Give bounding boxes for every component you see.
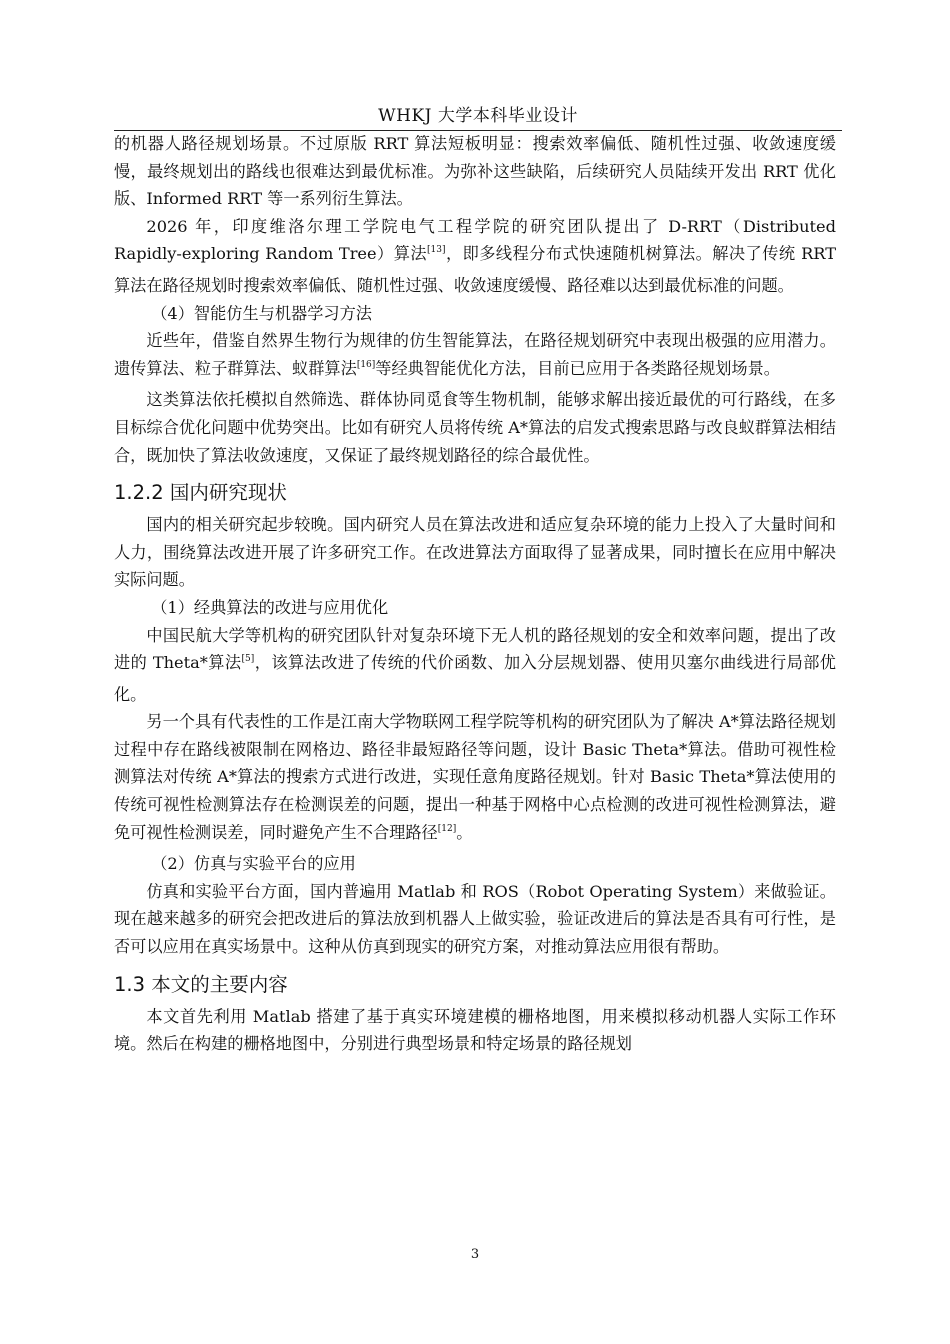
list-item-2: （2）仿真与实验平台的应用 [151, 854, 356, 874]
citation-12: [12] [437, 823, 457, 834]
paragraph-basic-theta-star: 另一个具有代表性的工作是江南大学物联网工程学院等机构的研究团队为了解决 A*算法路径规划过程中存在路线被限制在网格边、路径非最短路径等问题，设计 Basic Theta*算法。借助可视性检测算法对传统 A*算法的搜索方式进行改进，实现任意角度路径规划。针对 Basic Theta*算法使用的传统可视性检测算法存在检测误差的问题，提出一种基于网格中心点检测的改进可视性检测算法，避免可视性检测误差，同时避免产生不合理路径[12]。 [114, 712, 836, 842]
paragraph-bionic-algorithms: 近些年，借鉴自然界生物行为规律的仿生智能算法，在路径规划研究中表现出极强的应用潜力。遗传算法、粒子群算法、蚁群算法[16]等经典智能优化方法，目前已应用于各类路径规划场景。 [114, 331, 836, 378]
paragraph-d-rrt: 2026 年，印度维洛尔理工学院电气工程学院的研究团队提出了 D-RRT（Distributed Rapidly-exploring Random Tree）算法[13]，即多线程分布式快速随机树算法。解决了传统 RRT 算法在路径规划时搜索效率偏低、随机性过强、收敛速度缓慢、路径难以达到最优标准的问题。 [114, 216, 836, 295]
citation-16: [16] [356, 359, 376, 370]
citation-5: [5] [241, 654, 255, 665]
page-number: 3 [470, 1247, 480, 1262]
section-heading-1-2-2: 1.2.2 国内研究现状 [114, 481, 287, 505]
paragraph-domestic-overview: 国内的相关研究起步较晚。国内研究人员在算法改进和适应复杂环境的能力上投入了大量时间和人力，围绕算法改进开展了许多研究工作。在改进算法方面取得了显著成果，同时擅长在应用中解决实际问题。 [114, 515, 836, 590]
page-header [114, 104, 842, 131]
list-item-1: （1）经典算法的改进与应用优化 [151, 597, 389, 617]
paragraph-main-content: 本文首先利用 Matlab 搭建了基于真实环境建模的栅格地图，用来模拟移动机器人实际工作环境。然后在构建的栅格地图中，分别进行典型场景和特定场景的路径规划 [114, 1006, 836, 1054]
page-body [114, 130, 836, 1058]
header-title: WHKJ 大学本科毕业设计 [378, 106, 578, 126]
list-item-4: （4）智能仿生与机器学习方法 [151, 303, 372, 323]
section-heading-1-3: 1.3 本文的主要内容 [114, 972, 288, 996]
paragraph-theta-star: 中国民航大学等机构的研究团队针对复杂环境下无人机的路径规划的安全和效率问题，提出了改进的 Theta*算法[5]，该算法改进了传统的代价函数、加入分层规划器、使用贝塞尔曲线进行局部优化。 [114, 625, 836, 704]
paragraph-rrt-shortcomings: 的机器人路径规划场景。不过原版 RRT 算法短板明显：搜索效率偏低、随机性过强、收敛速度缓慢，最终规划出的路线也很难达到最优标准。为弥补这些缺陷，后续研究人员陆续开发出 RRT 优化版、Informed RRT 等一系列衍生算法。 [114, 134, 836, 209]
paragraph-simulation-platform: 仿真和实验平台方面，国内普遍用 Matlab 和 ROS（Robot Operating System）来做验证。现在越来越多的研究会把改进后的算法放到机器人上做实验，验证改进后的算法是否具有可行性，是否可以应用在真实场景中。这种从仿真到现实的研究方案，对推动算法应用很有帮助。 [114, 881, 836, 957]
paragraph-bionic-mechanism: 这类算法依托模拟自然筛选、群体协同觅食等生物机制，能够求解出接近最优的可行路线，在多目标综合优化问题中优势突出。比如有研究人员将传统 A*算法的启发式搜索思路与改良蚁群算法相结合，既加快了算法收敛速度，又保证了最终规划路径的综合最优性。 [114, 390, 836, 465]
citation-13: [13] [427, 245, 446, 256]
